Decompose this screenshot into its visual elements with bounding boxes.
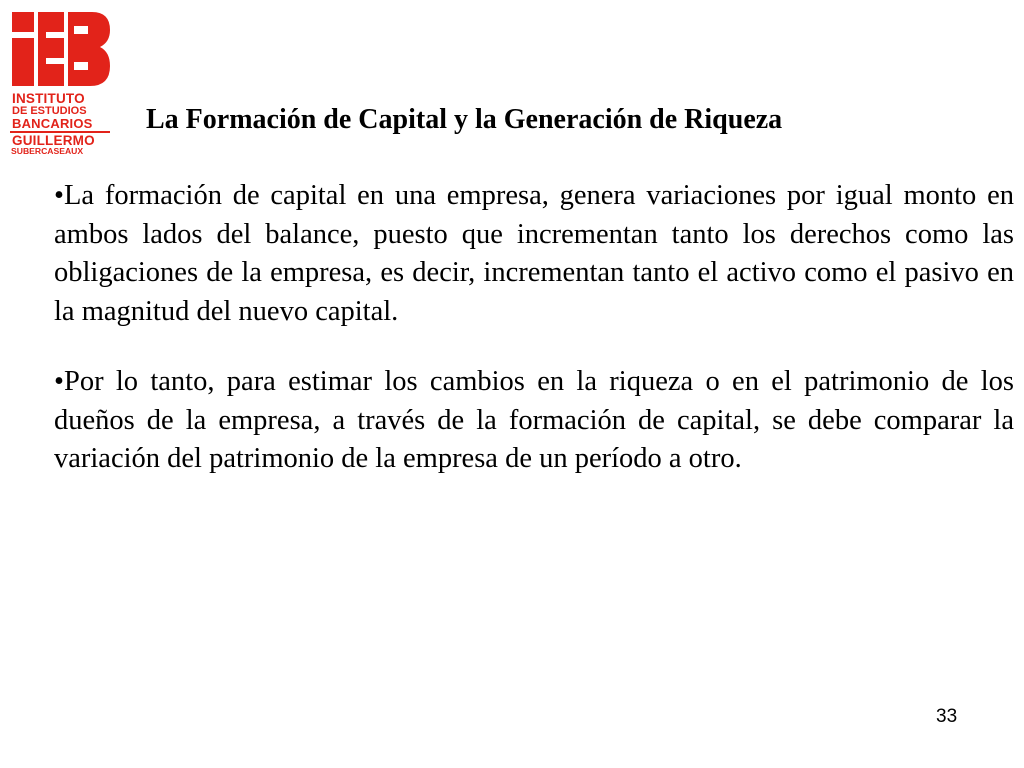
slide-title: La Formación de Capital y la Generación de Riqueza <box>146 104 783 135</box>
logo-line-3: BANCARIOS <box>12 115 93 131</box>
institute-logo <box>10 12 110 162</box>
logo-line-5: SUBERCASEAUX <box>11 146 84 156</box>
logo-text <box>10 92 110 156</box>
ieb-logo-mark-icon <box>12 12 110 86</box>
logo-line-1: INSTITUTO <box>12 91 85 106</box>
logo-line-4: GUILLERMO <box>12 132 95 148</box>
slide-body <box>54 177 1014 511</box>
bullet-paragraph-2: •Por lo tanto, para estimar los cambios en la riqueza o en el patrimonio de los dueños de la empresa, a través de la formación de capital, se debe comparar la variación del patrimonio de la empresa de un período a otro. <box>54 366 1014 474</box>
page-number: 33 <box>936 706 958 727</box>
bullet-paragraph-1: •La formación de capital en una empresa, genera variaciones por igual monto en ambos lados del balance, puesto que incrementan tanto los derechos como las obligaciones de la empresa, es decir, incrementan tanto el activo como el pasivo en la magnitud del nuevo capital. <box>54 180 1014 327</box>
logo-line-2: DE ESTUDIOS <box>12 104 87 117</box>
